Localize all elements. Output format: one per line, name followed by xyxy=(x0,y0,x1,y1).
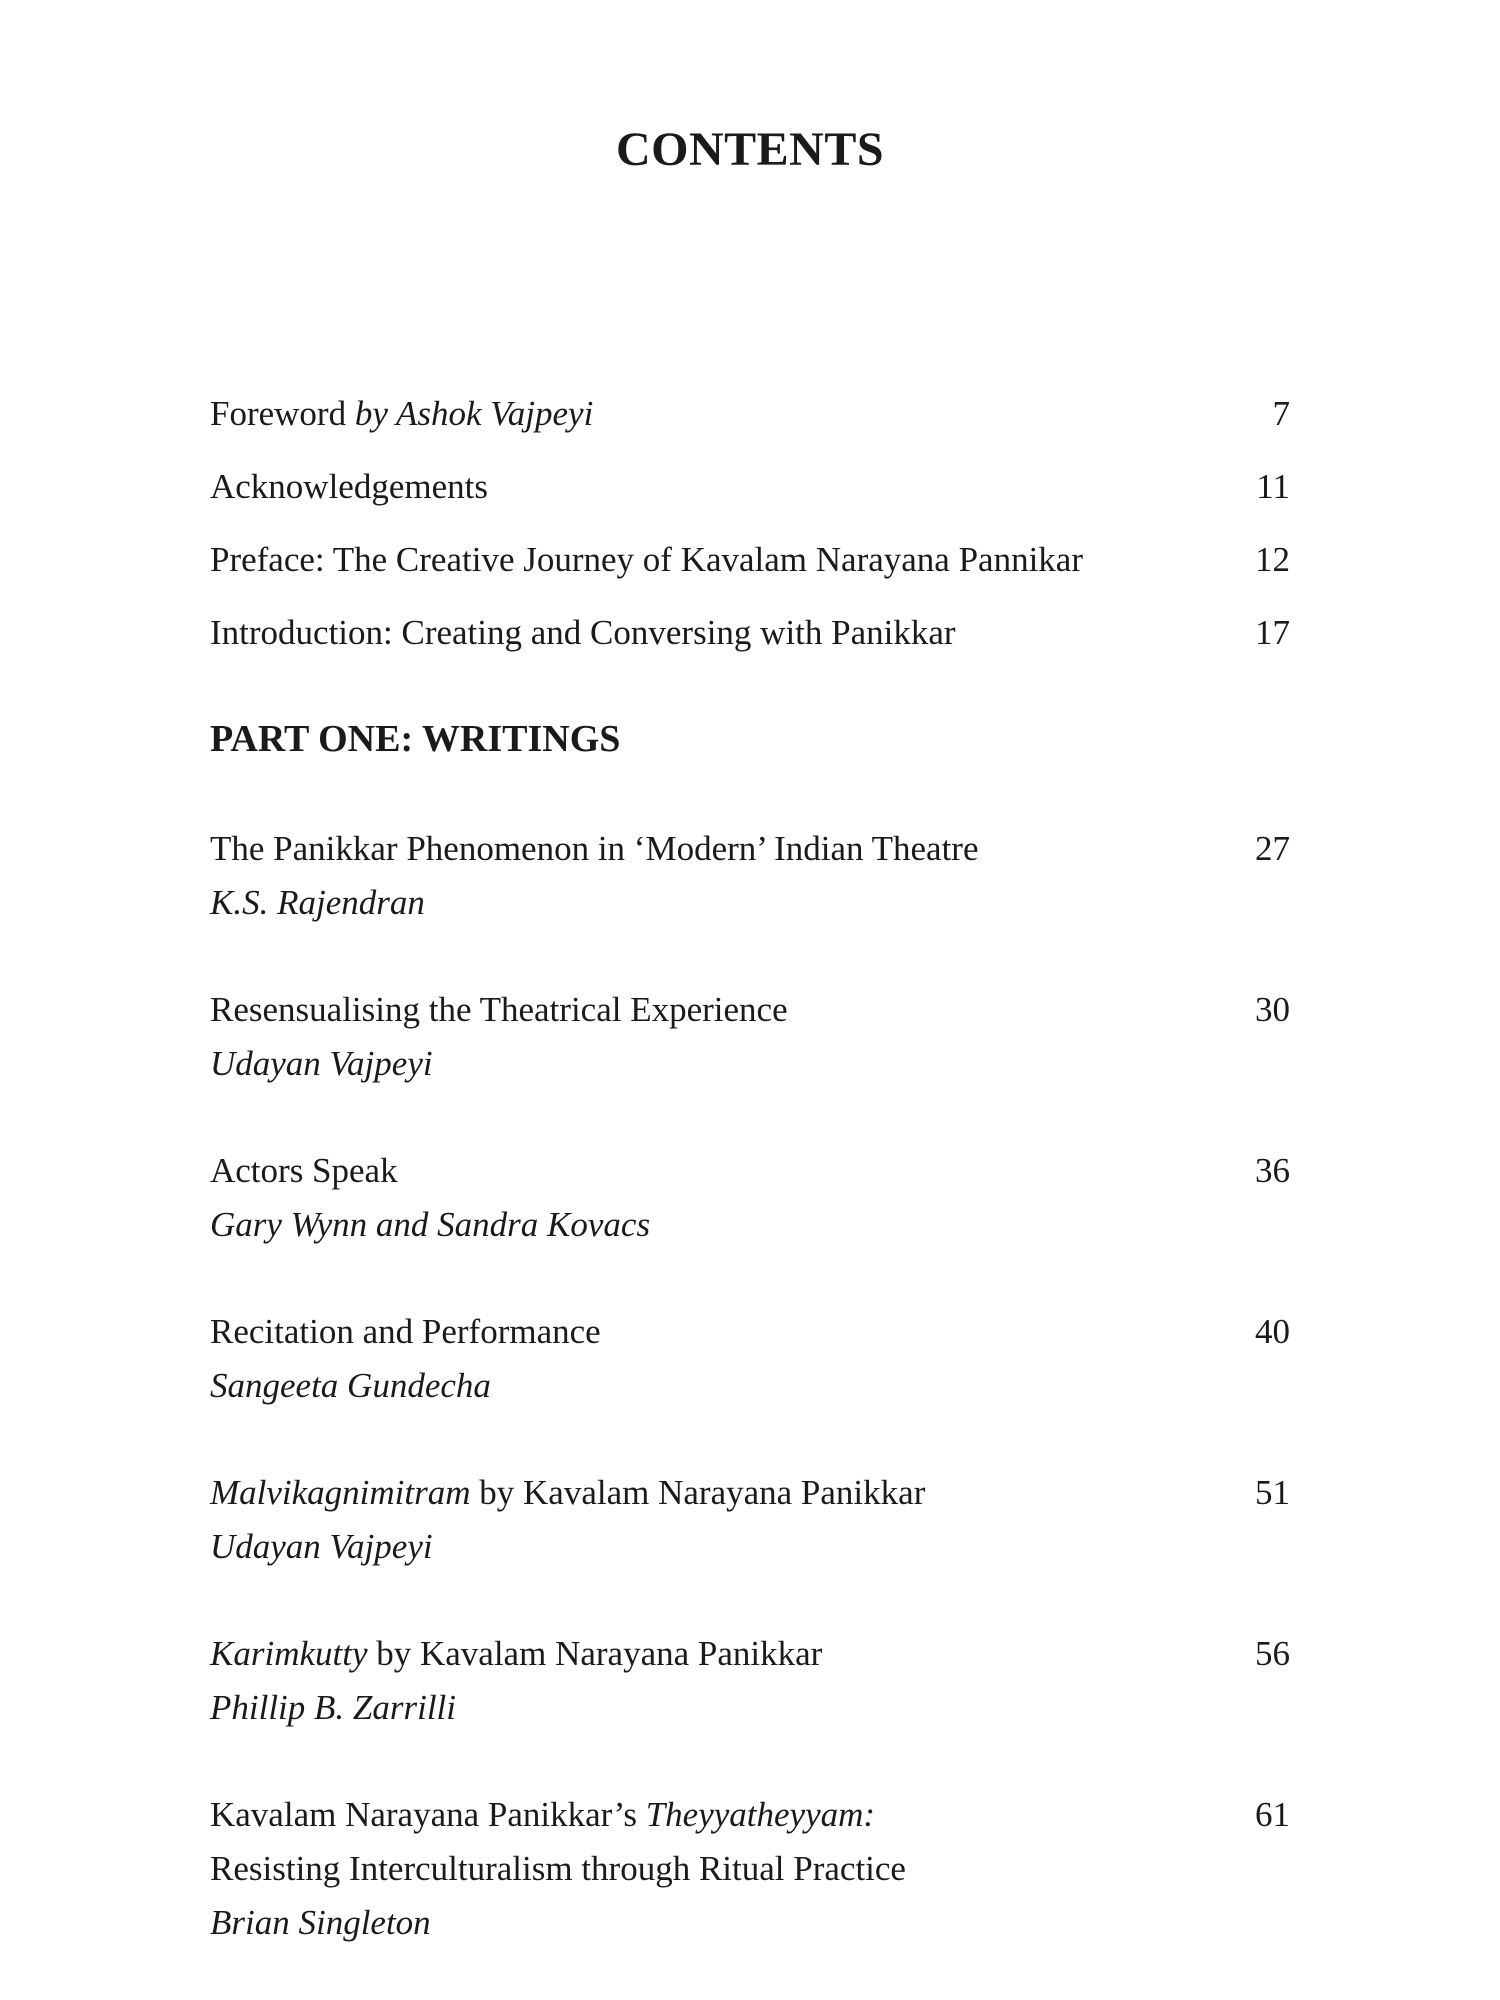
entry-author: Udayan Vajpeyi xyxy=(210,1527,433,1566)
entry-author: Sangeeta Gundecha xyxy=(210,1366,491,1405)
entry-title: The Panikkar Phenomenon in ‘Modern’ Indian Theatre xyxy=(210,829,979,868)
entry-author: K.S. Rajendran xyxy=(210,883,425,922)
entry-title: Resensualising the Theatrical Experience xyxy=(210,990,788,1029)
toc-entry-acknowledgements[interactable] xyxy=(210,460,1290,514)
page-number: 17 xyxy=(1255,613,1290,652)
entry-title: Foreword by Ashok Vajpeyi xyxy=(210,394,594,433)
page-number: 12 xyxy=(1255,540,1290,579)
entry-title: Actors Speak xyxy=(210,1151,398,1190)
entry-title: Malvikagnimitram by Kavalam Narayana Panikkar xyxy=(210,1473,926,1512)
toc-entry-preface[interactable] xyxy=(210,533,1290,587)
toc-entry-3[interactable] xyxy=(210,1144,1290,1252)
entry-author: Brian Singleton xyxy=(210,1903,431,1942)
page-number: 27 xyxy=(1255,829,1290,868)
toc-entry-6[interactable] xyxy=(210,1627,1290,1735)
page-number: 40 xyxy=(1255,1312,1290,1351)
entry-author: Phillip B. Zarrilli xyxy=(210,1688,457,1727)
toc-entry-4[interactable] xyxy=(210,1305,1290,1413)
toc-entry-1[interactable] xyxy=(210,822,1290,930)
entry-byline: by Ashok Vajpeyi xyxy=(354,394,594,433)
toc-entry-foreword[interactable] xyxy=(210,387,1290,441)
page-number: 11 xyxy=(1256,467,1290,506)
entry-subtitle: Resisting Interculturalism through Ritual Practice xyxy=(210,1849,906,1888)
entry-author: Udayan Vajpeyi xyxy=(210,1044,433,1083)
entry-title: Kavalam Narayana Panikkar’s Theyyatheyyam: xyxy=(210,1795,876,1834)
toc-entry-introduction[interactable] xyxy=(210,606,1290,660)
toc-entry-2[interactable] xyxy=(210,983,1290,1091)
entry-title: Preface: The Creative Journey of Kavalam Narayana Pannikar xyxy=(210,540,1084,579)
entry-title: Acknowledgements xyxy=(210,467,488,506)
toc-entry-5[interactable] xyxy=(210,1466,1290,1574)
toc-entry-7[interactable] xyxy=(210,1788,1290,1950)
entry-title: Karimkutty by Kavalam Narayana Panikkar xyxy=(210,1634,823,1673)
page-number: 61 xyxy=(1255,1795,1290,1834)
page-number: 56 xyxy=(1255,1634,1290,1673)
entry-title: Recitation and Performance xyxy=(210,1312,601,1351)
entry-author: Gary Wynn and Sandra Kovacs xyxy=(210,1205,651,1244)
page-number: 30 xyxy=(1255,990,1290,1029)
page-title: CONTENTS xyxy=(615,123,885,176)
part-one-heading: PART ONE: WRITINGS xyxy=(210,718,621,760)
page-number: 51 xyxy=(1255,1473,1290,1512)
page-number: 36 xyxy=(1255,1151,1290,1190)
page-number: 7 xyxy=(1272,394,1290,433)
entry-title: Introduction: Creating and Conversing with Panikkar xyxy=(210,613,956,652)
